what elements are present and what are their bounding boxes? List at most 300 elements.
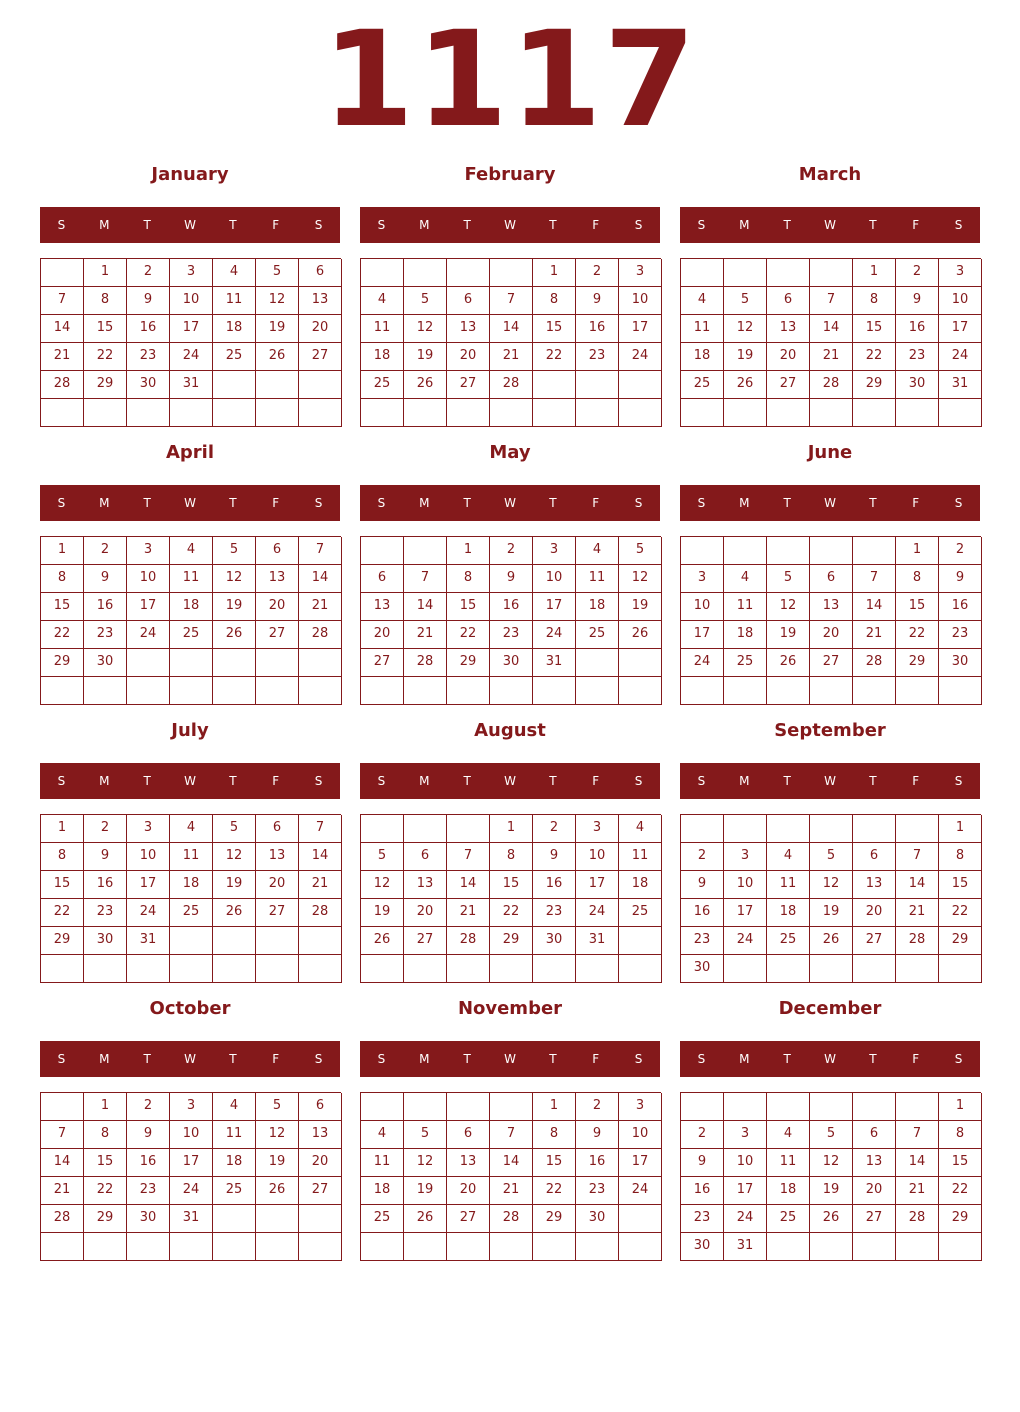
- day-grid: [40, 814, 341, 983]
- empty-day-cell: [299, 927, 342, 955]
- empty-day-cell: [810, 815, 853, 843]
- day-cell: 7: [810, 287, 853, 315]
- day-cell: 5: [256, 1093, 299, 1121]
- day-cell: 10: [127, 565, 170, 593]
- empty-day-cell: [619, 399, 662, 427]
- weekday-label: S: [377, 774, 386, 788]
- day-cell: 8: [939, 1121, 982, 1149]
- empty-day-cell: [681, 1093, 724, 1121]
- day-cell: 7: [299, 537, 342, 565]
- day-cell: 12: [256, 1121, 299, 1149]
- day-cell: 26: [810, 1205, 853, 1233]
- day-cell: 13: [404, 871, 447, 899]
- day-cell: 23: [939, 621, 982, 649]
- day-cell: 21: [404, 621, 447, 649]
- day-cell: 20: [299, 315, 342, 343]
- day-cell: 4: [767, 843, 810, 871]
- day-cell: 19: [404, 343, 447, 371]
- day-cell: 19: [361, 899, 404, 927]
- weekday-label: S: [697, 218, 706, 232]
- empty-day-cell: [447, 815, 490, 843]
- day-cell: 4: [170, 815, 213, 843]
- day-cell: 25: [767, 927, 810, 955]
- weekday-label: M: [99, 496, 110, 510]
- empty-day-cell: [127, 1233, 170, 1261]
- day-cell: 28: [404, 649, 447, 677]
- day-cell: 22: [896, 621, 939, 649]
- empty-day-cell: [213, 955, 256, 983]
- weekday-label: T: [463, 496, 471, 510]
- day-cell: 22: [853, 343, 896, 371]
- weekday-label: S: [57, 218, 66, 232]
- day-cell: 6: [299, 259, 342, 287]
- day-cell: 17: [127, 593, 170, 621]
- day-cell: 31: [939, 371, 982, 399]
- empty-day-cell: [724, 955, 767, 983]
- day-cell: 16: [84, 593, 127, 621]
- day-cell: 8: [41, 565, 84, 593]
- day-cell: 10: [127, 843, 170, 871]
- day-cell: 8: [447, 565, 490, 593]
- empty-day-cell: [127, 649, 170, 677]
- day-cell: 17: [724, 899, 767, 927]
- day-cell: 31: [576, 927, 619, 955]
- day-cell: 1: [41, 537, 84, 565]
- day-cell: 22: [533, 1177, 576, 1205]
- day-cell: 9: [84, 843, 127, 871]
- day-cell: 3: [170, 259, 213, 287]
- day-cell: 25: [361, 371, 404, 399]
- day-cell: 28: [490, 371, 533, 399]
- day-cell: 20: [361, 621, 404, 649]
- day-grid: [680, 814, 981, 983]
- day-cell: 13: [256, 565, 299, 593]
- empty-day-cell: [724, 537, 767, 565]
- day-cell: 24: [939, 343, 982, 371]
- day-cell: 9: [127, 1121, 170, 1149]
- empty-day-cell: [404, 399, 447, 427]
- day-cell: 20: [853, 899, 896, 927]
- empty-day-cell: [447, 259, 490, 287]
- day-cell: 1: [84, 259, 127, 287]
- weekday-label: S: [954, 774, 963, 788]
- day-cell: 14: [896, 1149, 939, 1177]
- empty-day-cell: [170, 677, 213, 705]
- month-name: May: [489, 442, 531, 463]
- weekday-label: S: [697, 1052, 706, 1066]
- weekday-header: [680, 207, 980, 243]
- day-cell: 12: [213, 843, 256, 871]
- day-cell: 21: [896, 1177, 939, 1205]
- weekday-label: T: [783, 774, 791, 788]
- day-cell: 4: [361, 1121, 404, 1149]
- day-cell: 19: [256, 1149, 299, 1177]
- weekday-label: T: [783, 218, 791, 232]
- weekday-label: F: [912, 1052, 920, 1066]
- day-cell: 1: [41, 815, 84, 843]
- day-cell: 7: [404, 565, 447, 593]
- day-cell: 27: [853, 1205, 896, 1233]
- weekday-label: F: [912, 774, 920, 788]
- weekday-label: M: [419, 496, 430, 510]
- day-cell: 22: [41, 621, 84, 649]
- day-cell: 30: [681, 1233, 724, 1261]
- day-cell: 30: [533, 927, 576, 955]
- empty-day-cell: [681, 537, 724, 565]
- empty-day-cell: [299, 1233, 342, 1261]
- day-cell: 18: [170, 593, 213, 621]
- month-name: March: [798, 164, 862, 185]
- day-cell: 23: [576, 343, 619, 371]
- day-cell: 15: [533, 315, 576, 343]
- day-cell: 5: [724, 287, 767, 315]
- day-cell: 4: [576, 537, 619, 565]
- day-cell: 20: [447, 343, 490, 371]
- month-august: [360, 716, 660, 986]
- day-cell: 6: [447, 1121, 490, 1149]
- day-cell: 13: [810, 593, 853, 621]
- empty-day-cell: [299, 1205, 342, 1233]
- weekday-header: [680, 485, 980, 521]
- empty-day-cell: [853, 1093, 896, 1121]
- day-cell: 22: [939, 1177, 982, 1205]
- day-cell: 27: [810, 649, 853, 677]
- day-cell: 19: [767, 621, 810, 649]
- day-cell: 5: [619, 537, 662, 565]
- day-cell: 3: [619, 1093, 662, 1121]
- empty-day-cell: [84, 1233, 127, 1261]
- day-cell: 11: [576, 565, 619, 593]
- day-cell: 6: [447, 287, 490, 315]
- day-cell: 6: [299, 1093, 342, 1121]
- day-cell: 4: [170, 537, 213, 565]
- empty-day-cell: [404, 677, 447, 705]
- day-cell: 13: [299, 1121, 342, 1149]
- weekday-label: M: [99, 218, 110, 232]
- empty-day-cell: [576, 371, 619, 399]
- empty-day-cell: [490, 399, 533, 427]
- weekday-label: F: [912, 218, 920, 232]
- day-cell: 19: [619, 593, 662, 621]
- day-cell: 11: [170, 843, 213, 871]
- weekday-label: M: [739, 1052, 750, 1066]
- empty-day-cell: [681, 399, 724, 427]
- day-cell: 15: [490, 871, 533, 899]
- day-cell: 30: [84, 649, 127, 677]
- day-cell: 18: [213, 1149, 256, 1177]
- day-cell: 16: [576, 315, 619, 343]
- day-cell: 2: [681, 1121, 724, 1149]
- weekday-header: [40, 207, 340, 243]
- day-cell: 5: [404, 1121, 447, 1149]
- day-cell: 2: [576, 1093, 619, 1121]
- day-cell: 8: [853, 287, 896, 315]
- empty-day-cell: [447, 1093, 490, 1121]
- day-cell: 29: [939, 1205, 982, 1233]
- day-cell: 5: [256, 259, 299, 287]
- day-cell: 24: [170, 1177, 213, 1205]
- weekday-label: S: [954, 496, 963, 510]
- weekday-label: T: [143, 218, 151, 232]
- day-cell: 8: [896, 565, 939, 593]
- day-cell: 24: [619, 1177, 662, 1205]
- day-cell: 14: [41, 315, 84, 343]
- month-march: [680, 160, 980, 430]
- empty-day-cell: [84, 677, 127, 705]
- weekday-label: W: [824, 496, 836, 510]
- empty-day-cell: [490, 1093, 533, 1121]
- month-november: [360, 994, 660, 1264]
- day-cell: 18: [767, 1177, 810, 1205]
- year-title: 1117: [322, 3, 698, 157]
- day-cell: 18: [213, 315, 256, 343]
- day-cell: 28: [299, 899, 342, 927]
- empty-day-cell: [404, 1233, 447, 1261]
- day-cell: 16: [681, 899, 724, 927]
- month-september: [680, 716, 980, 986]
- weekday-label: M: [99, 774, 110, 788]
- weekday-label: S: [314, 1052, 323, 1066]
- day-cell: 14: [490, 1149, 533, 1177]
- empty-day-cell: [361, 1233, 404, 1261]
- weekday-header: [360, 763, 660, 799]
- day-cell: 6: [853, 843, 896, 871]
- day-cell: 8: [939, 843, 982, 871]
- day-cell: 23: [681, 927, 724, 955]
- empty-day-cell: [681, 259, 724, 287]
- day-cell: 18: [619, 871, 662, 899]
- empty-day-cell: [810, 537, 853, 565]
- day-cell: 6: [256, 537, 299, 565]
- day-cell: 19: [213, 593, 256, 621]
- empty-day-cell: [853, 537, 896, 565]
- day-cell: 17: [724, 1177, 767, 1205]
- day-cell: 19: [810, 899, 853, 927]
- weekday-label: S: [377, 1052, 386, 1066]
- day-cell: 1: [853, 259, 896, 287]
- empty-day-cell: [853, 399, 896, 427]
- day-cell: 11: [213, 1121, 256, 1149]
- empty-day-cell: [127, 677, 170, 705]
- day-cell: 19: [213, 871, 256, 899]
- day-cell: 14: [810, 315, 853, 343]
- empty-day-cell: [853, 815, 896, 843]
- day-cell: 16: [681, 1177, 724, 1205]
- day-cell: 15: [939, 1149, 982, 1177]
- day-cell: 30: [896, 371, 939, 399]
- weekday-label: T: [549, 1052, 557, 1066]
- day-cell: 28: [299, 621, 342, 649]
- day-cell: 20: [853, 1177, 896, 1205]
- empty-day-cell: [404, 537, 447, 565]
- day-cell: 26: [213, 621, 256, 649]
- day-cell: 27: [447, 371, 490, 399]
- day-cell: 28: [41, 371, 84, 399]
- day-cell: 11: [681, 315, 724, 343]
- weekday-label: F: [272, 496, 280, 510]
- day-cell: 3: [724, 1121, 767, 1149]
- empty-day-cell: [404, 815, 447, 843]
- weekday-label: T: [463, 774, 471, 788]
- day-cell: 13: [853, 1149, 896, 1177]
- empty-day-cell: [619, 649, 662, 677]
- day-cell: 21: [490, 343, 533, 371]
- day-cell: 8: [533, 287, 576, 315]
- empty-day-cell: [213, 1233, 256, 1261]
- day-cell: 12: [619, 565, 662, 593]
- day-cell: 7: [447, 843, 490, 871]
- weekday-label: T: [549, 774, 557, 788]
- empty-day-cell: [724, 1093, 767, 1121]
- empty-day-cell: [404, 955, 447, 983]
- day-cell: 24: [533, 621, 576, 649]
- empty-day-cell: [447, 955, 490, 983]
- day-cell: 29: [896, 649, 939, 677]
- day-cell: 25: [724, 649, 767, 677]
- empty-day-cell: [533, 1233, 576, 1261]
- day-cell: 1: [533, 1093, 576, 1121]
- empty-day-cell: [767, 259, 810, 287]
- month-name: June: [807, 442, 853, 463]
- day-cell: 23: [576, 1177, 619, 1205]
- day-cell: 1: [84, 1093, 127, 1121]
- day-grid: [360, 814, 661, 983]
- day-cell: 6: [256, 815, 299, 843]
- weekday-label: W: [504, 1052, 516, 1066]
- empty-day-cell: [490, 1233, 533, 1261]
- day-cell: 31: [170, 1205, 213, 1233]
- day-cell: 11: [361, 1149, 404, 1177]
- weekday-label: W: [184, 218, 196, 232]
- day-cell: 18: [576, 593, 619, 621]
- empty-day-cell: [810, 1093, 853, 1121]
- day-cell: 18: [361, 343, 404, 371]
- day-cell: 22: [84, 343, 127, 371]
- day-cell: 15: [896, 593, 939, 621]
- weekday-label: S: [377, 218, 386, 232]
- weekday-label: M: [739, 496, 750, 510]
- weekday-label: T: [463, 218, 471, 232]
- empty-day-cell: [361, 537, 404, 565]
- month-name: September: [774, 720, 886, 741]
- day-cell: 24: [724, 1205, 767, 1233]
- day-cell: 30: [576, 1205, 619, 1233]
- empty-day-cell: [170, 399, 213, 427]
- day-cell: 1: [490, 815, 533, 843]
- day-cell: 17: [619, 1149, 662, 1177]
- day-cell: 24: [127, 621, 170, 649]
- weekday-header: [40, 485, 340, 521]
- day-cell: 20: [256, 593, 299, 621]
- day-cell: 13: [447, 1149, 490, 1177]
- empty-day-cell: [404, 259, 447, 287]
- weekday-header: [40, 1041, 340, 1077]
- day-cell: 25: [170, 899, 213, 927]
- day-cell: 16: [533, 871, 576, 899]
- empty-day-cell: [213, 649, 256, 677]
- weekday-label: S: [634, 218, 643, 232]
- day-cell: 7: [853, 565, 896, 593]
- weekday-label: F: [912, 496, 920, 510]
- empty-day-cell: [404, 1093, 447, 1121]
- day-cell: 26: [361, 927, 404, 955]
- day-cell: 2: [84, 815, 127, 843]
- empty-day-cell: [533, 371, 576, 399]
- day-cell: 29: [41, 649, 84, 677]
- day-cell: 5: [213, 815, 256, 843]
- day-cell: 21: [853, 621, 896, 649]
- day-cell: 5: [213, 537, 256, 565]
- day-cell: 22: [533, 343, 576, 371]
- day-cell: 29: [84, 1205, 127, 1233]
- day-grid: [680, 1092, 981, 1261]
- day-cell: 26: [213, 899, 256, 927]
- month-name: July: [171, 720, 209, 741]
- day-cell: 22: [939, 899, 982, 927]
- weekday-label: F: [272, 1052, 280, 1066]
- empty-day-cell: [256, 955, 299, 983]
- day-cell: 5: [810, 843, 853, 871]
- empty-day-cell: [256, 1205, 299, 1233]
- day-cell: 8: [41, 843, 84, 871]
- empty-day-cell: [853, 1233, 896, 1261]
- empty-day-cell: [361, 677, 404, 705]
- day-cell: 27: [447, 1205, 490, 1233]
- day-cell: 4: [724, 565, 767, 593]
- empty-day-cell: [576, 1233, 619, 1261]
- weekday-label: M: [419, 218, 430, 232]
- day-cell: 16: [127, 315, 170, 343]
- month-name: August: [474, 720, 546, 741]
- day-cell: 12: [361, 871, 404, 899]
- day-cell: 8: [84, 287, 127, 315]
- day-cell: 17: [170, 315, 213, 343]
- day-cell: 23: [681, 1205, 724, 1233]
- day-cell: 31: [170, 371, 213, 399]
- day-cell: 26: [724, 371, 767, 399]
- day-cell: 15: [84, 1149, 127, 1177]
- empty-day-cell: [256, 927, 299, 955]
- day-cell: 25: [767, 1205, 810, 1233]
- empty-day-cell: [213, 371, 256, 399]
- day-cell: 12: [404, 315, 447, 343]
- empty-day-cell: [939, 677, 982, 705]
- weekday-label: T: [869, 496, 877, 510]
- day-cell: 7: [896, 843, 939, 871]
- day-cell: 25: [576, 621, 619, 649]
- day-cell: 3: [939, 259, 982, 287]
- day-cell: 17: [939, 315, 982, 343]
- day-cell: 3: [127, 815, 170, 843]
- empty-day-cell: [939, 399, 982, 427]
- day-cell: 28: [447, 927, 490, 955]
- day-grid: [360, 258, 661, 427]
- day-cell: 11: [767, 1149, 810, 1177]
- weekday-label: W: [504, 774, 516, 788]
- day-cell: 24: [681, 649, 724, 677]
- day-cell: 9: [490, 565, 533, 593]
- day-cell: 27: [256, 899, 299, 927]
- day-cell: 25: [681, 371, 724, 399]
- day-cell: 4: [681, 287, 724, 315]
- day-cell: 27: [299, 1177, 342, 1205]
- day-cell: 9: [939, 565, 982, 593]
- empty-day-cell: [361, 815, 404, 843]
- weekday-label: T: [869, 774, 877, 788]
- empty-day-cell: [299, 955, 342, 983]
- empty-day-cell: [810, 399, 853, 427]
- day-cell: 16: [127, 1149, 170, 1177]
